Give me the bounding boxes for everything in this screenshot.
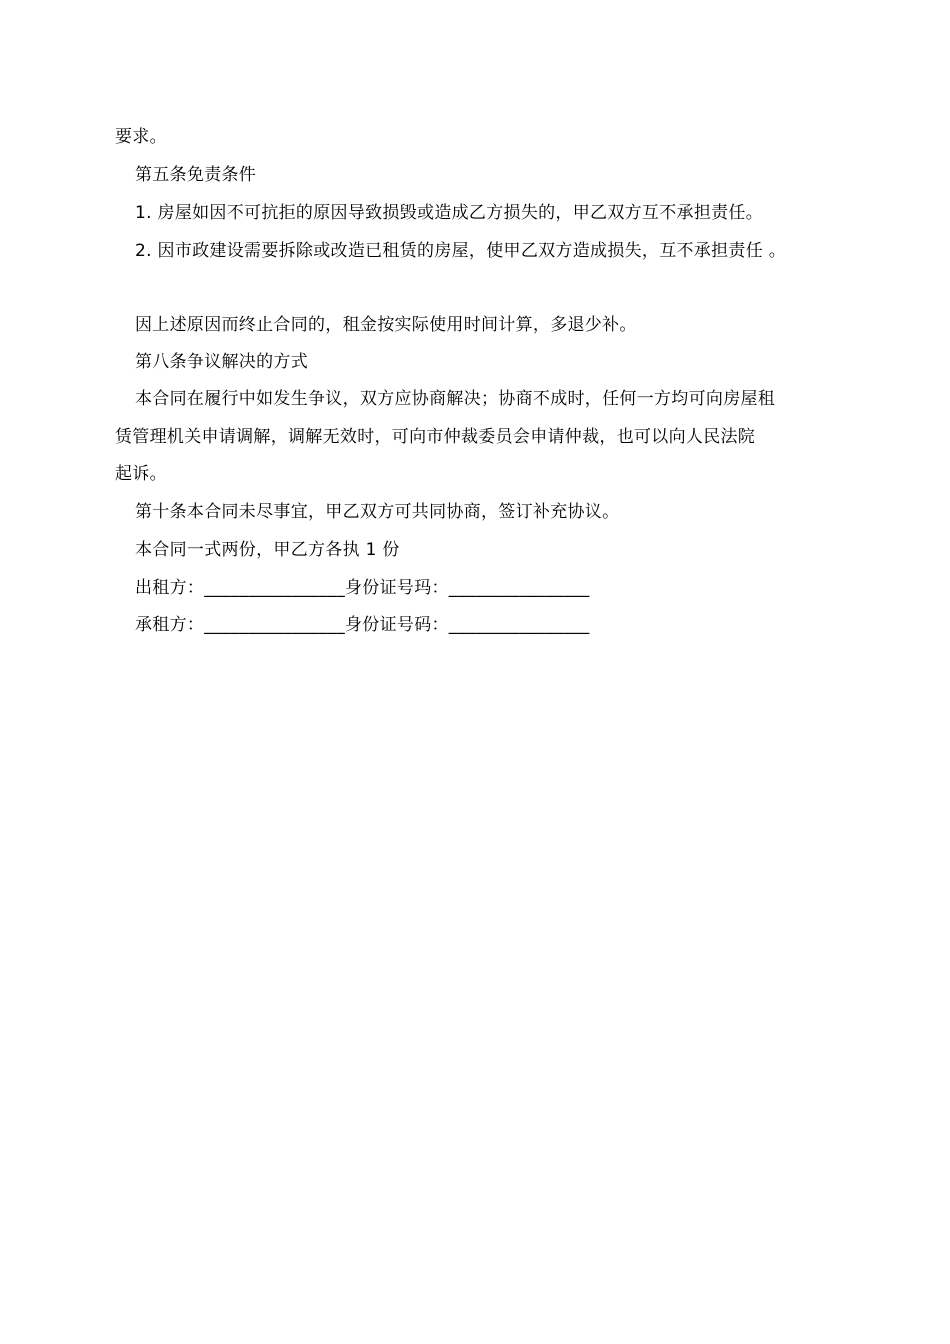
heading-article-8: 第八条争议解决的方式 — [135, 352, 308, 372]
text-line-copies: 本合同一式两份，甲乙方各执 1 份 — [135, 540, 400, 560]
text-line-clause-1: 1. 房屋如因不可抗拒的原因导致损毁或造成乙方损失的，甲乙双方互不承担责任。 — [135, 203, 764, 223]
text-line-termination: 因上述原因而终止合同的，租金按实际使用时间计算，多退少补。 — [135, 315, 637, 335]
text-line-dispute-1: 本合同在履行中如发生争议，双方应协商解决；协商不成时，任何一方均可向房屋租 — [135, 389, 776, 409]
text-line-continuation: 要求。 — [115, 127, 167, 147]
text-line-article-10: 第十条本合同未尽事宜，甲乙双方可共同协商，签订补充协议。 — [135, 502, 620, 522]
text-line-dispute-3: 起诉。 — [115, 464, 167, 484]
text-line-dispute-2: 赁管理机关申请调解，调解无效时，可向市仲裁委员会申请仲裁，也可以向人民法院 — [115, 427, 756, 447]
signature-line-lessee: 承租方：________________身份证号码：________________ — [135, 615, 590, 635]
signature-line-lessor: 出租方：________________身份证号玛：________________ — [135, 578, 590, 598]
text-line-clause-2: 2. 因市政建设需要拆除或改造已租赁的房屋，使甲乙双方造成损失，互不承担责任 。 — [135, 241, 787, 261]
heading-article-5: 第五条免责条件 — [135, 165, 257, 185]
